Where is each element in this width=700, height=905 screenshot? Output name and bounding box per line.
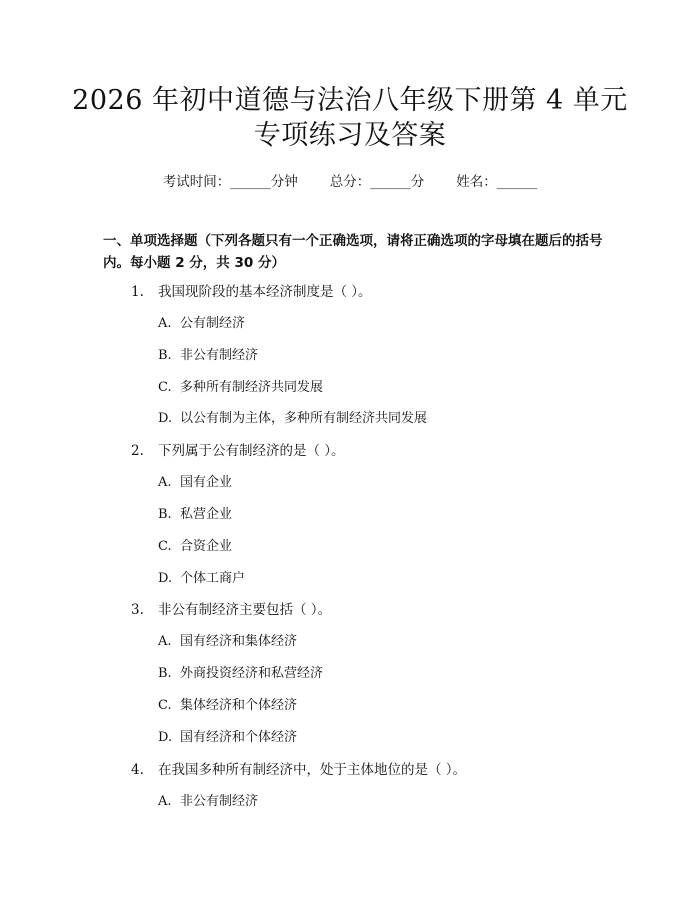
option-text: 集体经济和个体经济 — [180, 698, 298, 713]
question-text: 下列属于公有制经济的是（ ）。 — [158, 443, 345, 459]
option-text: 合资企业 — [180, 539, 233, 554]
question-1-option-d — [158, 410, 427, 428]
question-1-option-c — [158, 379, 323, 397]
question-2-option-d — [158, 570, 245, 588]
question-3-option-a — [158, 633, 297, 651]
question-4-option-a — [158, 793, 258, 811]
option-letter: D. — [158, 411, 173, 426]
option-letter: A. — [158, 316, 172, 331]
option-letter: A. — [158, 475, 172, 490]
option-text: 非公有制经济 — [180, 794, 259, 809]
question-number: 2. — [131, 443, 144, 459]
option-letter: B. — [158, 507, 172, 522]
question-2-option-a — [158, 474, 232, 492]
option-text: 私营企业 — [180, 507, 233, 522]
question-text: 我国现阶段的基本经济制度是（ ）。 — [158, 284, 372, 300]
question-4 — [131, 761, 466, 779]
option-letter: D. — [158, 571, 173, 586]
option-letter: C. — [158, 698, 172, 713]
question-2-option-c — [158, 538, 232, 556]
option-letter: B. — [158, 348, 172, 363]
option-letter: A. — [158, 634, 172, 649]
exam-info — [0, 170, 700, 190]
question-text: 非公有制经济主要包括（ ）。 — [158, 602, 332, 618]
question-3-option-d — [158, 729, 297, 747]
option-letter: B. — [158, 666, 172, 681]
question-1-option-b — [158, 347, 258, 365]
option-text: 外商投资经济和私营经济 — [180, 666, 324, 681]
option-text: 多种所有制经济共同发展 — [180, 380, 324, 395]
question-number: 3. — [131, 602, 144, 618]
option-text: 非公有制经济 — [180, 348, 259, 363]
question-3-option-b — [158, 665, 323, 683]
student-name-field: 姓名：______ — [456, 174, 538, 190]
question-number: 1. — [131, 284, 144, 300]
question-2-option-b — [158, 506, 232, 524]
option-letter: D. — [158, 730, 173, 745]
question-3-option-c — [158, 697, 297, 715]
option-text: 国有经济和集体经济 — [180, 634, 298, 649]
page-title-line-2: 专项练习及答案 — [253, 120, 447, 151]
question-2 — [131, 442, 345, 460]
option-text: 公有制经济 — [180, 316, 246, 331]
question-1-option-a — [158, 315, 245, 333]
exam-time-field: 考试时间：______分钟 — [162, 174, 298, 190]
option-text: 以公有制为主体，多种所有制经济共同发展 — [180, 411, 428, 426]
option-letter: A. — [158, 794, 172, 809]
option-text: 国有经济和个体经济 — [180, 730, 298, 745]
option-letter: C. — [158, 380, 172, 395]
question-text: 在我国多种所有制经济中，处于主体地位的是（ ）。 — [158, 762, 467, 778]
option-text: 国有企业 — [180, 475, 233, 490]
question-1 — [131, 283, 372, 301]
question-3 — [131, 601, 331, 619]
section-heading: 一、单项选择题（下列各题只有一个正确选项，请将正确选项的字母填在题后的括号内。每小题 2 分，共 30 分） — [103, 233, 603, 271]
total-score-field: 总分：______分 — [329, 174, 425, 190]
option-letter: C. — [158, 539, 172, 554]
question-number: 4. — [131, 762, 144, 778]
page-title-line-1: 2026 年初中道德与法治八年级下册第 4 单元 — [72, 85, 628, 116]
option-text: 个体工商户 — [180, 571, 246, 586]
